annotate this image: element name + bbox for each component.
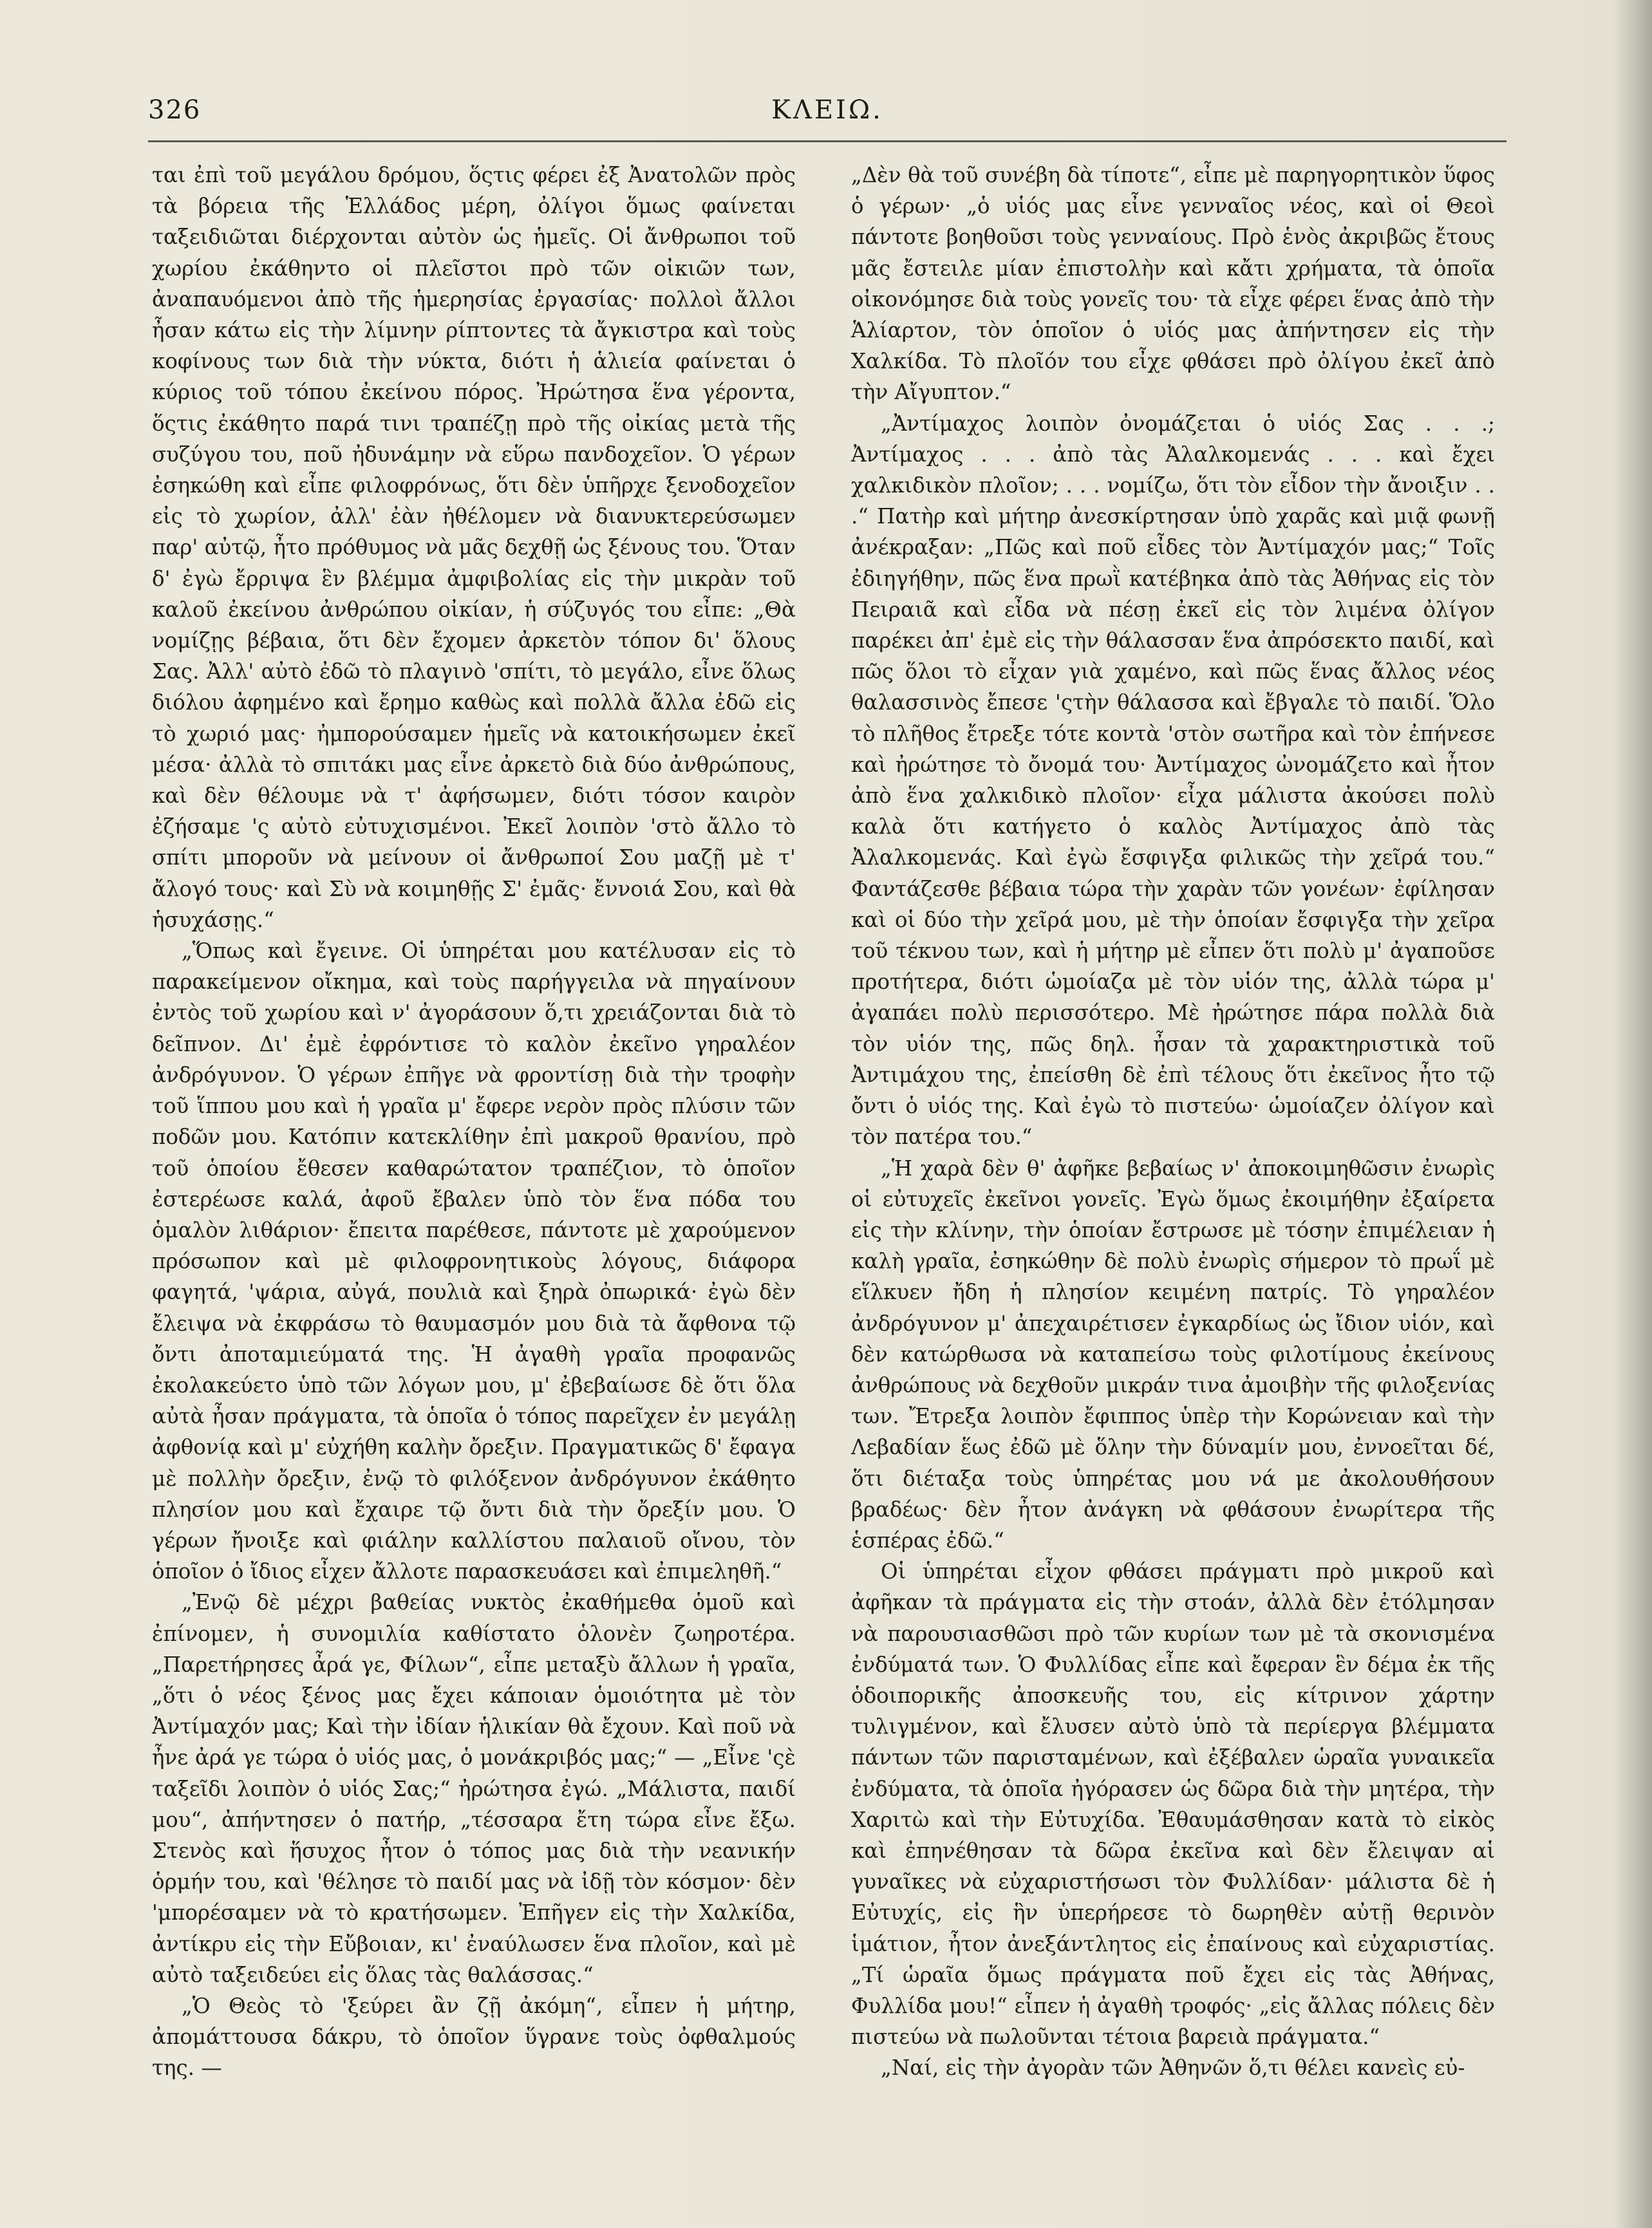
paragraph: ται ἐπὶ τοῦ μεγάλου δρόμου, ὅςτις φέρει ἐξ Ἀνατολῶν πρὸς τὰ βόρεια τῆς Ἑλλάδος μέρη, ὀλίγοι ὅμως φαίνεται ταξειδιῶται διέρχονται αὐτὸν ὡς ἡμεῖς. Οἱ ἄνθρωποι τοῦ χωρίου ἐκάθηντο οἱ πλεῖστοι πρὸ τῶν οἰκιῶν των, ἀναπαυόμενοι ἀπὸ τῆς ἡμερησίας ἐργασίας· πολλοὶ ἄλλοι ἦσαν κάτω εἰς τὴν λίμνην ρίπτοντες τὰ ἄγκιστρα καὶ τοὺς κοφίνους των διὰ τὴν νύκτα, διότι ἡ ἁλιεία φαίνεται ὁ κύριος τοῦ τόπου ἐκείνου πόρος. Ἠρώτησα ἕνα γέροντα, ὅςτις ἐκάθητο παρά τινι τραπέζῃ πρὸ τῆς οἰκίας μετὰ τῆς συζύγου του, ποῦ ἠδυνάμην νὰ εὕρω πανδοχεῖον. Ὁ γέρων ἐσηκώθη καὶ εἶπε φιλοφρόνως, ὅτι δὲν ὑπῆρχε ξενοδοχεῖον εἰς τὸ χωρίον, ἀλλ' ἐὰν ἠθέλομεν νὰ διανυκτερεύσωμεν παρ' αὐτῷ, ἦτο πρόθυμος νὰ μᾶς δεχθῇ ὡς ξένους του. Ὅταν δ' ἐγὼ ἔρριψα ἓν βλέμμα ἀμφιβολίας εἰς τὴν μικρὰν τοῦ καλοῦ ἐκείνου ἀνθρώπου οἰκίαν, ἡ σύζυγός του εἶπε: „Θὰ νομίζῃς βέβαια, ὅτι δὲν ἔχομεν ἀρκετὸν τόπον δι' ὅλους Σας. Ἀλλ' αὐτὸ ἐδῶ τὸ πλαγινὸ 'σπίτι, τὸ μεγάλο, εἶνε ὅλως διόλου ἀφημένο καὶ ἔρημο καθὼς καὶ πολλὰ ἄλλα ἐδῶ εἰς τὸ χωριό μας· ἠμπορούσαμεν ἡμεῖς νὰ κατοικήσωμεν ἐκεῖ μέσα· ἀλλὰ τὸ σπιτάκι μας εἶνε ἀρκετὸ διὰ δύο ἀνθρώπους, καὶ δὲν θέλουμε νὰ τ' ἀφήσωμεν, διότι τόσον καιρὸν ἐζήσαμε 'ς αὐτὸ εὐτυχισμένοι. Ἐκεῖ λοιπὸν 'στὸ ἄλλο τὸ σπίτι μποροῦν νὰ μείνουν οἱ ἄνθρωποί Σου μαζῇ μὲ τ' ἄλογό τους· καὶ Σὺ νὰ κοιμηθῇς Σ' ἐμᾶς· ἔννοιά Σου, καὶ θὰ ἡσυχάσῃς.“ — [152, 163, 796, 932]
running-title: ΚΛΕΙΩ. — [771, 95, 883, 125]
paragraph: „Δὲν θὰ τοῦ συνέβη δὰ τίποτε“, εἶπε μὲ παρηγορητικὸν ὕφος ὁ γέρων· „ὁ υἱός μας εἶνε γενναῖος νέος, καὶ οἱ Θεοὶ πάντοτε βοηθοῦσι τοὺς γενναίους. Πρὸ ἑνὸς ἀκριβῶς ἔτους μᾶς ἔστειλε μίαν ἐπιστολὴν καὶ κἄτι χρήματα, τὰ ὁποῖα οἰκονόμησε διὰ τοὺς γονεῖς του· τὰ εἶχε φέρει ἕνας ἀπὸ τὴν Ἁλίαρτον, τὸν ὁποῖον ὁ υἱός μας ἀπήντησεν εἰς τὴν Χαλκίδα. Τὸ πλοῖόν του εἶχε φθάσει πρὸ ὀλίγου ἐκεῖ ἀπὸ τὴν Αἴγυπτον.“ — [851, 163, 1495, 405]
page-header — [148, 95, 1507, 134]
paragraph: „Ναί, εἰς τὴν ἀγορὰν τῶν Ἀθηνῶν ὅ,τι θέλει κανεὶς εὐ- — [881, 2055, 1465, 2081]
paragraph: „Ὁ Θεὸς τὸ 'ξεύρει ἂν ζῇ ἀκόμη“, εἶπεν ἡ μήτηρ, ἀπομάττουσα δάκρυ, τὸ ὁποῖον ὕγρανε τοὺς ὀφθαλμούς της. — — [152, 1993, 796, 2081]
right-column — [851, 160, 1495, 2084]
paragraph: „Ἐνῷ δὲ μέχρι βαθείας νυκτὸς ἐκαθήμεθα ὁμοῦ καὶ ἐπίνομεν, ἡ συνομιλία καθίστατο ὁλονὲν ζωηροτέρα. „Παρετήρησες ἆρά γε, Φίλων“, εἶπε μεταξὺ ἄλλων ἡ γραῖα, „ὅτι ὁ νέος ξένος μας ἔχει κάποιαν ὁμοιότητα μὲ τὸν Ἀντίμαχόν μας; Καὶ τὴν ἰδίαν ἡλικίαν θὰ ἔχουν. Καὶ ποῦ νὰ ἦνε ἀρά γε τώρα ὁ υἱός μας, ὁ μονάκριβός μας;“ — „Εἶνε 'ςὲ ταξεῖδι λοιπὸν ὁ υἱός Σας;“ ἠρώτησα ἐγώ. „Μάλιστα, παιδί μου“, ἀπήντησεν ὁ πατήρ, „τέσσαρα ἔτη τώρα εἶνε ἔξω. Στενὸς καὶ ἥσυχος ἦτον ὁ τόπος μας διὰ τὴν νεανικήν ὁρμήν του, καὶ 'θέλησε τὸ παιδί μας νὰ ἰδῇ τὸν κόσμον· δὲν 'μπορέσαμεν νὰ τὸ κρατήσωμεν. Ἐπῆγεν εἰς τὴν Χαλκίδα, ἀντίκρυ εἰς τὴν Εὔβοιαν, κι' ἐναύλωσεν ἕνα πλοῖον, καὶ μὲ αὐτὸ ταξειδεύει εἰς ὅλας τὰς θαλάσσας.“ — [152, 1590, 796, 1987]
page-number: 326 — [148, 95, 202, 125]
paragraph: Οἱ ὑπηρέται εἶχον φθάσει πράγματι πρὸ μικροῦ καὶ ἀφῆκαν τὰ πράγματα εἰς τὴν στοάν, ἀλλὰ δὲν ἐτόλμησαν νὰ παρουσιασθῶσι πρὸ τῶν κυρίων των μὲ τὰ σκονισμένα ἐνδύματά των. Ὁ Φυλλίδας εἶπε καὶ ἔφεραν ἓν δέμα ἐκ τῆς ὁδοιπορικῆς ἀποσκευῆς του, εἰς κίτρινον χάρτην τυλιγμένον, καὶ ἔλυσεν αὐτὸ ὑπὸ τὰ περίεργα βλέμματα πάντων τῶν παρισταμένων, καὶ ἐξέβαλεν ὡραῖα γυναικεῖα ἐνδύματα, τὰ ὁποῖα ἠγόρασεν ὡς δῶρα διὰ τὴν μητέρα, τὴν Χαριτὼ καὶ τὴν Εὐτυχίδα. Ἐθαυμάσθησαν κατὰ τὸ εἰκὸς καὶ ἐπηνέθησαν τὰ δῶρα ἐκεῖνα καὶ δὲν ἔλειψαν αἱ γυναῖκες νὰ εὐχαριστήσωσι τὸν Φυλλίδαν· μάλιστα δὲ ἡ Εὐτυχίς, εἰς ἣν ὑπερήρεσε τὸ δωρηθὲν αὐτῇ θερινὸν ἱμάτιον, ἦτον ἀνεξάντλητος εἰς ἐπαίνους καὶ εὐχαριστίας. „Τί ὡραῖα ὅμως πράγματα ποῦ ἔχει εἰς τὰς Ἀθήνας, Φυλλίδα μου!“ εἶπεν ἡ ἀγαθὴ τροφός· „εἰς ἄλλας πόλεις δὲν πιστεύω νὰ πωλοῦνται τέτοια βαρειὰ πράγματα.“ — [851, 1559, 1495, 2050]
left-column — [152, 160, 796, 2084]
paragraph: „Ὅπως καὶ ἔγεινε. Οἱ ὑπηρέται μου κατέλυσαν εἰς τὸ παρακείμενον οἴκημα, καὶ τοὺς παρήγγειλα νὰ πηγαίνουν ἐντὸς τοῦ χωρίου καὶ ν' ἀγοράσουν ὅ,τι χρειάζονται διὰ τὸ δεῖπνον. Δι' ἐμὲ ἐφρόντισε τὸ καλὸν ἐκεῖνο γηραλέον ἀνδρόγυνον. Ὁ γέρων ἐπῆγε νὰ φροντίσῃ διὰ τὴν τροφὴν τοῦ ἵππου μου καὶ ἡ γραῖα μ' ἔφερε νερὸν πρὸς πλύσιν τῶν ποδῶν μου. Κατόπιν κατεκλίθην ἐπὶ μακροῦ θρανίου, πρὸ τοῦ ὁποίου ἔθεσεν καθαρώτατον τραπέζιον, τὸ ὁποῖον ἐστερέωσε καλά, ἀφοῦ ἔβαλεν ὑπὸ τὸν ἕνα πόδα του ὁμαλὸν λιθάριον· ἔπειτα παρέθεσε, πάντοτε μὲ χαρούμενον πρόσωπον καὶ μὲ φιλοφρονητικοὺς λόγους, διάφορα φαγητά, 'ψάρια, αὐγά, πουλιὰ καὶ ξηρὰ ὀπωρικά· ἐγὼ δὲν ἔλειψα νὰ ἐκφράσω τὸ θαυμασμόν μου διὰ τὰ ἄφθονα τῷ ὄντι ἀποταμιεύματά της. Ἡ ἀγαθὴ γραῖα προφανῶς ἐκολακεύετο ὑπὸ τῶν λόγων μου, μ' ἐβεβαίωσε δὲ ὅτι ὅλα αὐτὰ ἦσαν πράγματα, τὰ ὁποῖα ὁ τόπος παρεῖχεν ἐν μεγάλῃ ἀφθονίᾳ καὶ μ' εὐχήθη καλὴν ὄρεξιν. Πραγματικῶς δ' ἔφαγα μὲ πολλὴν ὄρεξιν, ἐνῷ τὸ φιλόξενον ἀνδρόγυνον ἐκάθητο πλησίον μου καὶ ἔχαιρε τῷ ὄντι διὰ τὴν ὄρεξίν μου. Ὁ γέρων ἤνοιξε καὶ φιάλην καλλίστου παλαιοῦ οἴνου, τὸν ὁποῖον ὁ ἴδιος εἶχεν ἄλλοτε παρασκευάσει καὶ ἐπιμεληθῆ.“ — [152, 939, 796, 1584]
paragraph: „Ἀντίμαχος λοιπὸν ὀνομάζεται ὁ υἱός Σας . . .; Ἀντίμαχος . . . ἀπὸ τὰς Ἀλαλκομενάς . . . καὶ ἔχει χαλκιδικὸν πλοῖον; . . . νομίζω, ὅτι τὸν εἶδον τὴν ἄνοιξιν . . .“ Πατὴρ καὶ μήτηρ ἀνεσκίρτησαν ὑπὸ χαρᾶς καὶ μιᾷ φωνῇ ἀνέκραξαν: „Πῶς καὶ ποῦ εἶδες τὸν Ἀντίμαχόν μας;“ Τοῖς ἐδιηγήθην, πῶς ἕνα πρωῒ κατέβηκα ἀπὸ τὰς Ἀθήνας εἰς τὸν Πειραιᾶ καὶ εἶδα νὰ πέσῃ ἐκεῖ εἰς τὸν λιμένα ὀλίγον παρέκει ἀπ' ἐμὲ εἰς τὴν θάλασσαν ἕνα ἀπρόσεκτο παιδί, καὶ πῶς ὅλοι τὸ εἶχαν γιὰ χαμένο, καὶ πῶς ἕνας ἄλλος νέος θαλασσινὸς ἔπεσε 'ςτὴν θάλασσα καὶ ἔβγαλε τὸ παιδί. Ὅλο τὸ πλῆθος ἔτρεξε τότε κοντὰ 'στὸν σωτῆρα καὶ τὸν ἐπήνεσε καὶ ἠρώτησε τὸ ὄνομά του· Ἀντίμαχος ὠνομάζετο καὶ ἦτον ἀπὸ ἕνα χαλκιδικὸ πλοῖον· εἶχα μάλιστα ἀκούσει πολὺ καλὰ ὅτι κατήγετο ὁ καλὸς Ἀντίμαχος ἀπὸ τὰς Ἀλαλκομενάς. Καὶ ἐγὼ ἔσφιγξα φιλικῶς τὴν χεῖρά του.“ Φαντάζεσθε βέβαια τώρα τὴν χαρὰν τῶν γονέων· ἐφίλησαν καὶ οἱ δύο τὴν χεῖρά μου, μὲ τὴν ὁποίαν ἔσφιγξα τὴν χεῖρα τοῦ τέκνου των, καὶ ἡ μήτηρ μὲ εἶπεν ὅτι πολὺ μ' ἀγαποῦσε προτήτερα, διότι ὡμοίαζα μὲ τὸν υἱόν της, ἀλλὰ τώρα μ' ἀγαπάει πολὺ περισσότερο. Μὲ ἠρώτησε πάρα πολλὰ διὰ τὸν υἱόν της, πῶς δηλ. ἦσαν τὰ χαρακτηριστικὰ τοῦ Ἀντιμάχου της, ἐπείσθη δὲ ἐπὶ τέλους ὅτι ἐκεῖνος ἦτο τῷ ὄντι ὁ υἱός της. Καὶ ἐγὼ τὸ πιστεύω· ὡμοίαζεν ὀλίγον καὶ τὸν πατέρα του.“ — [851, 411, 1495, 1150]
binding-shadow — [1613, 0, 1652, 2228]
header-rule — [148, 140, 1507, 142]
paragraph: „Ἡ χαρὰ δὲν θ' ἀφῆκε βεβαίως ν' ἀποκοιμηθῶσιν ἐνωρὶς οἱ εὐτυχεῖς ἐκεῖνοι γονεῖς. Ἐγὼ ὅμως ἐκοιμήθην ἐξαίρετα εἰς τὴν κλίνην, τὴν ὁποίαν ἔστρωσε μὲ τόσην ἐπιμέλειαν ἡ καλὴ γραῖα, ἐσηκώθην δὲ πολὺ ἐνωρὶς σήμερον τὸ πρωΐ μὲ εἵλκυεν ἤδη ἡ πλησίον κειμένη πατρίς. Τὸ γηραλέον ἀνδρόγυνον μ' ἀπεχαιρέτισεν ἐγκαρδίως ὡς ἴδιον υἱόν, καὶ δὲν κατώρθωσα νὰ καταπείσω τοὺς φιλοτίμους ἐκείνους ἀνθρώπους νὰ δεχθοῦν μικράν τινα ἀμοιβὴν τῆς φιλοξενίας των. Ἔτρεξα λοιπὸν ἔφιππος ὑπὲρ τὴν Κορώνειαν καὶ τὴν Λεβαδίαν ἕως ἐδῶ μὲ ὅλην τὴν δύναμίν μου, ἐννοεῖται δέ, ὅτι διέταξα τοὺς ὑπηρέτας μου νά με ἀκολουθήσουν βραδέως· δὲν ἦτον ἀνάγκη νὰ φθάσουν ἐνωρίτερα τῆς ἑσπέρας ἐδῶ.“ — [851, 1156, 1495, 1553]
